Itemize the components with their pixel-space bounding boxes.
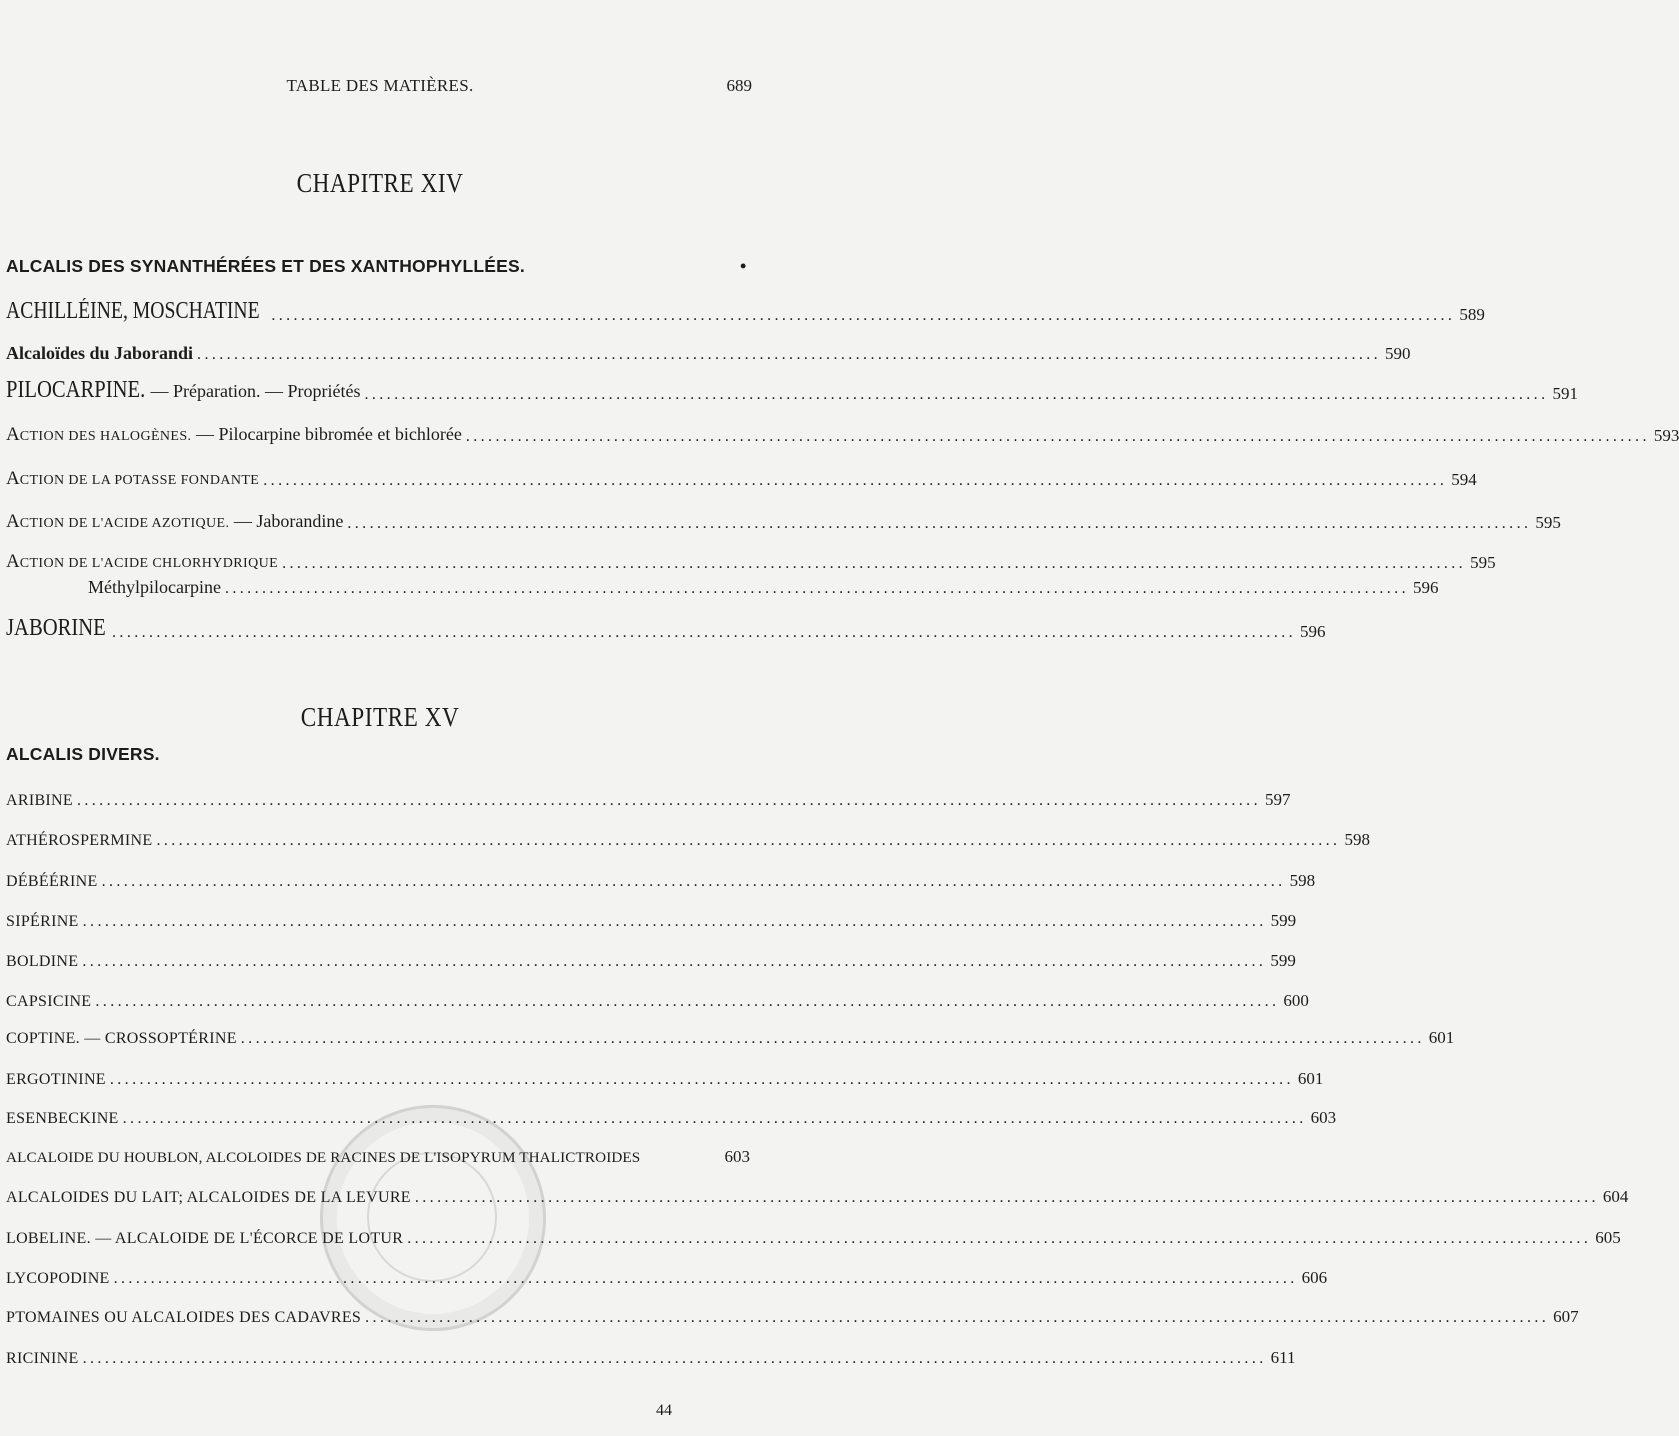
entry-page-number: 589: [1459, 305, 1485, 324]
entry-label-detail: — Pilocarpine bibromée et bichlorée: [191, 424, 462, 444]
dot-leader: ................................................................................................................................................................: [364, 386, 1549, 403]
toc-entry[interactable]: [6, 420, 1679, 446]
dot-leader: ................................................................................................................................................................: [82, 1350, 1267, 1367]
entry-label-smallcaps: CTION DE LA POTASSE FONDANTE: [19, 473, 260, 488]
entry-label: ERGOTININE: [6, 1071, 106, 1088]
entry-label: ATHÉROSPERMINE: [6, 832, 153, 849]
dot-leader: ................................................................................................................................................................: [197, 346, 1382, 363]
chapter-xiv-section-title: ALCALIS DES SYNANTHÉRÉES ET DES XANTHOPHYLLÉES.: [6, 256, 525, 276]
signature-mark: 44: [656, 1402, 672, 1419]
toc-entry[interactable]: [6, 1022, 1455, 1048]
entry-page-number: 599: [1270, 911, 1297, 930]
entry-page-number: 600: [1283, 991, 1309, 1010]
entry-page-number: 595: [1470, 553, 1496, 572]
entry-label-detail: — Jaborandine: [229, 511, 344, 531]
chapter-xv-title: CHAPITRE XV: [300, 702, 460, 732]
toc-entry[interactable]: [6, 905, 1297, 931]
dot-leader: ................................................................................................................................................................: [365, 1309, 1550, 1326]
library-stamp-inner-ring: [367, 1152, 497, 1282]
entry-label-initial: A: [6, 468, 20, 489]
toc-entry[interactable]: [6, 291, 1485, 325]
entry-label: ALCALOIDE DU HOUBLON, ALCOLOIDES DE RACINES DE L'ISOPYRUM THALICTROIDES: [6, 1149, 641, 1166]
entry-page-number: 598: [1289, 871, 1316, 890]
entry-label: ACHILLÉINE, MOSCHATINE: [6, 298, 260, 324]
dot-leader: ................................................................................................................................................................: [76, 792, 1261, 809]
toc-entry[interactable]: [6, 824, 1370, 850]
entry-page-number: 599: [1270, 951, 1296, 970]
toc-entry[interactable]: [6, 549, 1496, 573]
dot-leader: ................................................................................................................................................................: [465, 428, 1650, 445]
toc-entry[interactable]: [6, 507, 1561, 533]
running-page-number: 689: [726, 76, 752, 95]
toc-entry[interactable]: [6, 372, 1578, 404]
dot-leader: ................................................................................................................................................................: [271, 307, 1456, 324]
dot-leader: ................................................................................................................................................................: [414, 1189, 1599, 1206]
entry-label: ALCALOIDES DU LAIT; ALCALOIDES DE LA LEVURE: [6, 1189, 411, 1206]
entry-page-number: 590: [1385, 344, 1411, 363]
entry-page-number: 607: [1553, 1307, 1579, 1326]
entry-label-smallcaps: CTION DE L'ACIDE CHLORHYDRIQUE: [19, 556, 279, 571]
toc-entry[interactable]: [6, 338, 1411, 364]
entry-page-number: 591: [1552, 384, 1578, 403]
entry-label: Alcaloïdes du Jaborandi: [6, 343, 194, 363]
toc-entry[interactable]: [6, 985, 1309, 1011]
entry-label-initial: A: [6, 511, 20, 532]
entry-label: Méthylpilocarpine: [88, 577, 221, 597]
chapter-xv-section-title: ALCALIS DIVERS.: [6, 744, 160, 764]
entry-page-number: 603: [724, 1147, 750, 1166]
entry-page-number: 597: [1264, 790, 1291, 809]
toc-entry[interactable]: [6, 1063, 1324, 1089]
entry-label: BOLDINE: [6, 953, 79, 970]
entry-label: SIPÉRINE: [6, 913, 79, 930]
entry-page-number: 596: [1300, 622, 1326, 641]
entry-label: COPTINE. — CROSSOPTÉRINE: [6, 1030, 237, 1047]
dot-leader: ................................................................................................................................................................: [407, 1230, 1592, 1247]
library-stamp: [320, 1105, 546, 1331]
dot-leader: ................................................................................................................................................................: [82, 953, 1267, 970]
entry-page-number: 595: [1535, 513, 1561, 532]
toc-entry[interactable]: [6, 464, 1477, 490]
toc-entry[interactable]: [6, 610, 1326, 642]
dot-leader: ................................................................................................................................................................: [113, 1270, 1298, 1287]
toc-entry[interactable]: [6, 945, 1296, 971]
running-title: TABLE DES MATIÈRES.: [286, 76, 474, 95]
entry-page-number: 596: [1412, 578, 1439, 597]
dot-leader: ................................................................................................................................................................: [224, 580, 1409, 597]
entry-page-number: 598: [1344, 830, 1370, 849]
entry-label-initial: A: [6, 551, 20, 572]
entry-page-number: 601: [1297, 1069, 1324, 1088]
entry-label-detail: — Préparation. — Propriétés: [146, 381, 361, 401]
entry-page-number: 604: [1602, 1187, 1629, 1206]
entry-label: CAPSICINE: [6, 993, 92, 1010]
dot-leader: ................................................................................................................................................................: [282, 555, 1467, 572]
running-head: [8, 76, 752, 102]
dot-leader: ................................................................................................................................................................: [263, 472, 1448, 489]
entry-label: ARIBINE: [6, 792, 73, 809]
toc-entry[interactable]: [6, 1342, 1296, 1368]
entry-page-number: 605: [1595, 1228, 1621, 1247]
dot-leader: ................................................................................................................................................................: [112, 624, 1297, 641]
entry-page-number: 603: [1310, 1108, 1337, 1127]
entry-page-number: 593: [1653, 426, 1679, 445]
entry-label-smallcaps: CTION DES HALOGÈNES.: [19, 429, 192, 444]
section-mark: •: [740, 256, 747, 276]
entry-page-number: 611: [1270, 1348, 1296, 1367]
toc-entry[interactable]: [6, 865, 1316, 891]
dot-leader: ................................................................................................................................................................: [82, 913, 1267, 930]
entry-label: LOBELINE. — ALCALOIDE DE L'ÉCORCE DE LOTUR: [6, 1230, 404, 1247]
toc-entry[interactable]: [6, 784, 1291, 810]
entry-label: PTOMAINES OU ALCALOIDES DES CADAVRES: [6, 1309, 362, 1326]
dot-leader: ................................................................................................................................................................: [101, 873, 1286, 890]
entry-label: LYCOPODINE: [6, 1270, 110, 1287]
entry-label-initial: A: [6, 424, 20, 445]
dot-leader: ................................................................................................................................................................: [95, 993, 1280, 1010]
dot-leader: ................................................................................................................................................................: [122, 1110, 1307, 1127]
entry-label-smallcaps: CTION DE L'ACIDE AZOTIQUE.: [19, 516, 230, 531]
chapter-xiv-title: CHAPITRE XIV: [296, 168, 464, 198]
dot-leader: ................................................................................................................................................................: [347, 515, 1532, 532]
entry-label: JABORINE: [6, 615, 106, 641]
entry-page-number: 606: [1301, 1268, 1328, 1287]
entry-label: DÉBÉÉRINE: [6, 873, 98, 890]
entry-page-number: 601: [1428, 1028, 1455, 1047]
entry-label: ESENBECKINE: [6, 1110, 119, 1127]
entry-label-main: PILOCARPINE.: [6, 377, 146, 403]
dot-leader: ................................................................................................................................................................: [156, 832, 1341, 849]
entry-label: RICININE: [6, 1350, 79, 1367]
entry-page-number: 594: [1451, 470, 1477, 489]
dot-leader: ................................................................................................................................................................: [109, 1071, 1294, 1088]
dot-leader: ................................................................................................................................................................: [240, 1030, 1425, 1047]
toc-subentry[interactable]: [88, 574, 1439, 598]
